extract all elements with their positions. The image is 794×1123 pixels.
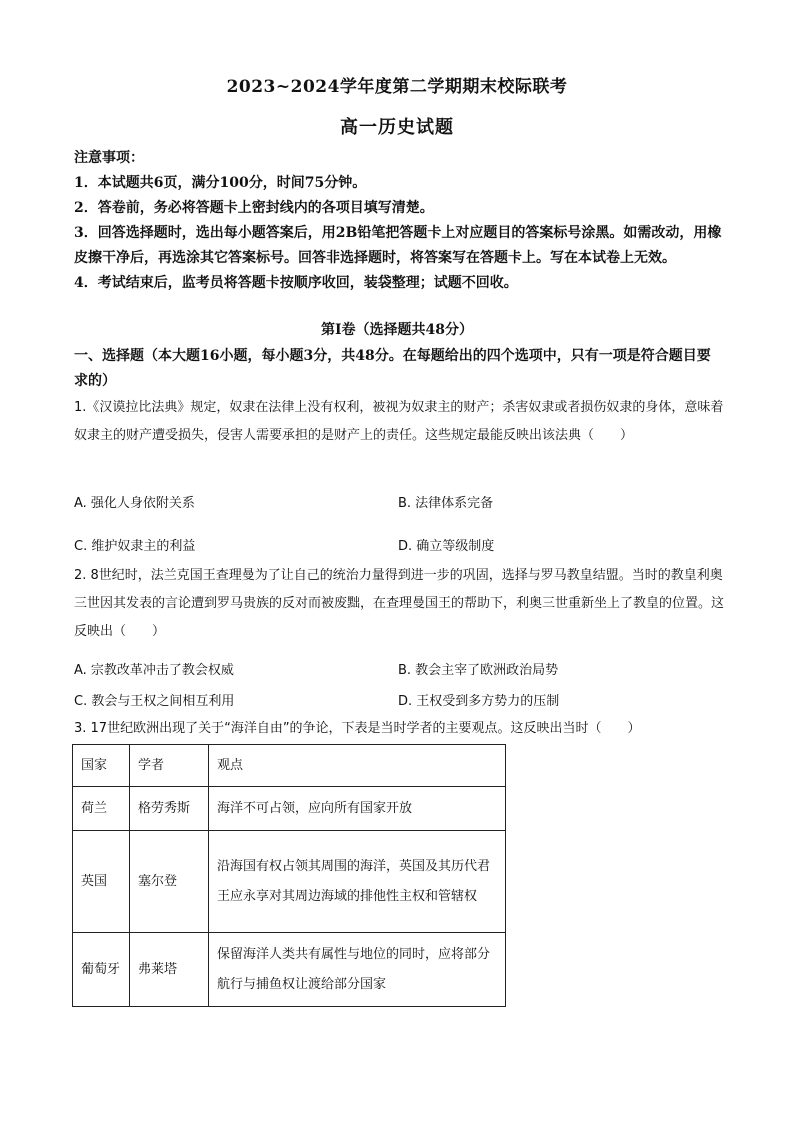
table-row [73,787,506,831]
question-3-stem: 3. 17世纪欧洲出现了关于“海洋自由”的争论，下表是当时学者的主要观点。这反映出当时（ ） [74,721,641,736]
section-heading: 一、选择题（本大题16小题，每小题3分，共48分。在每题给出的四个选项中，只有一项是符合题目要求的） [74,348,711,389]
table-header: 国家 [73,745,130,787]
table-cell: 格劳秀斯 [130,787,209,831]
table-header: 学者 [130,745,209,787]
table-cell: 英国 [73,831,130,933]
q2-option-a: A. 宗教改革冲击了教会权威 [74,663,234,678]
notice-item: 1．本试题共6页，满分100分，时间75分钟。 [74,175,367,191]
q2-option-d: D. 王权受到多方势力的压制 [398,694,560,709]
table-cell: 海洋不可占领，应向所有国家开放 [209,787,506,831]
q1-option-a: A. 强化人身依附关系 [74,496,195,511]
table-cell: 塞尔登 [130,831,209,933]
q1-option-b: B. 法律体系完备 [398,496,494,511]
table-row [73,933,506,1007]
q1-option-c: C. 维护奴隶主的利益 [74,539,196,554]
q2-option-c: C. 教会与王权之间相互利用 [74,694,235,709]
question-1-stem: 1.《汉谟拉比法典》规定，奴隶在法律上没有权利，被视为奴隶主的财产；杀害奴隶或者损伤奴隶的身体，意味着奴隶主的财产遭受损失，侵害人需要承担的是财产上的责任。这些规定最能反映出该法典（ ） [74,400,724,443]
scholar-table [72,744,506,1007]
exam-title: 2023~2024学年度第二学期期末校际联考 [226,77,568,97]
question-2-stem: 2. 8世纪时，法兰克国王查理曼为了让自己的统治力量得到进一步的巩固，选择与罗马教皇结盟。当时的教皇利奥三世因其发表的言论遭到罗马贵族的反对而被废黜，在查理曼国王的帮助下，利奥三世重新坐上了教皇的位置。这反映出（ ） [74,568,725,639]
q2-option-b: B. 教会主宰了欧洲政治局势 [398,663,559,678]
table-row [73,831,506,933]
notice-heading: 注意事项： [74,150,144,166]
table-cell: 弗莱塔 [130,933,209,1007]
table-header: 观点 [209,745,506,787]
exam-subtitle: 高一历史试题 [340,117,454,138]
table-cell: 荷兰 [73,787,130,831]
table-header-row [73,745,506,787]
q1-option-d: D. 确立等级制度 [398,539,495,554]
part-title: 第Ⅰ卷（选择题共48分） [320,322,474,338]
notice-item: 3．回答选择题时，选出每小题答案后，用2B铅笔把答题卡上对应题目的答案标号涂黑。如需改动，用橡皮擦干净后，再选涂其它答案标号。回答非选择题时，将答案写在答题卡上。写在本试卷上无效。 [74,225,722,266]
table-cell: 保留海洋人类共有属性与地位的同时，应将部分航行与捕鱼权让渡给部分国家 [209,933,506,1007]
notice-item: 4．考试结束后，监考员将答题卡按顺序收回，装袋整理；试题不回收。 [74,275,518,291]
notice-block [74,146,724,296]
table-cell: 葡萄牙 [73,933,130,1007]
notice-item: 2．答卷前，务必将答题卡上密封线内的各项目填写清楚。 [74,200,434,216]
table-cell: 沿海国有权占领其周围的海洋，英国及其历代君王应永享对其周边海域的排他性主权和管辖权 [209,831,506,933]
